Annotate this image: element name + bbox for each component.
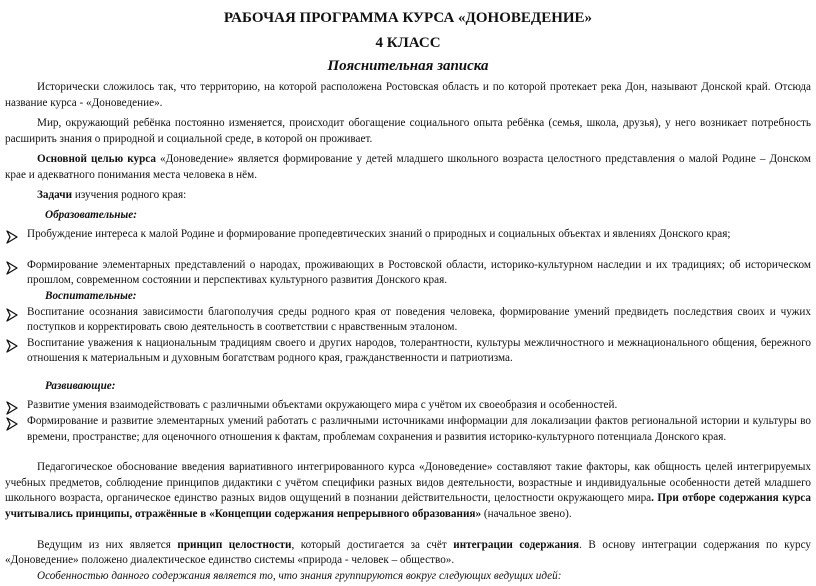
goal-lead: Основной целью курса bbox=[37, 153, 156, 165]
arrowhead-bullet-icon bbox=[5, 339, 19, 353]
list-item bbox=[5, 227, 811, 243]
leading-principle-paragraph bbox=[5, 538, 811, 569]
list-item bbox=[5, 336, 811, 367]
grade-heading: 4 КЛАСС bbox=[375, 35, 441, 51]
section-heading-developmental: Развивающие: bbox=[45, 380, 116, 393]
rationale-text-2: При отборе содержания курса учитывались принципы, отражённые в «Концепции содержания непрерывного образования» bbox=[5, 492, 811, 520]
section-heading-upbringing: Воспитательные: bbox=[45, 289, 137, 302]
list-item-text: Формирование и развитие элементарных умений работать с различными источниками информации для локализации фактов региональной истории и культуры во времени, пространстве; для оценочного отношения к фактам, проблемам сохранения и развития историко-культурного потенциала Донского края. bbox=[27, 415, 811, 443]
rationale-period: . bbox=[651, 492, 654, 505]
arrowhead-bullet-icon bbox=[5, 308, 19, 322]
arrowhead-bullet-icon bbox=[5, 401, 19, 415]
intro-paragraph-1: Исторически сложилось так, что территорию, на которой расположена Ростовская область и по которой протекает река Дон, называют Донской край. Отсюда название курса - «Доноведение». bbox=[5, 81, 811, 109]
list-item-text: Воспитание осознания зависимости благополучия среды родного края от поведения человека, формирование умений предвидеть последствия своих и чужих поступков и корректировать свою деятельность в соответствии с нравственным эталоном. bbox=[27, 305, 811, 334]
closing-line: Особенностью данного содержания является то, что знания группируются вокруг следующих ведущих идей: bbox=[37, 569, 562, 582]
intro-paragraph-2: Мир, окружающий ребёнка постоянно изменяется, происходит обогащение социального опыта ребёнка (семья, школа, друзья), у него возникает потребность расширить знания о природной и социальной среде, в которой он проживает. bbox=[5, 117, 811, 145]
rationale-text-3: (начальное звено). bbox=[481, 507, 572, 520]
section-heading-educational: Образовательные: bbox=[45, 208, 137, 221]
list-item bbox=[5, 258, 811, 289]
list-item-text: Пробуждение интереса к малой Родине и формирование пропедевтических знаний о природных и социальных объектах и явлениях Донского края; bbox=[27, 227, 731, 240]
tasks-line bbox=[5, 188, 811, 204]
leading-text-d: интеграции содержания bbox=[453, 538, 580, 551]
list-item-text: Развитие умения взаимодействовать с различными объектами окружающего мира с учётом их своеобразия и особенностей. bbox=[27, 399, 618, 412]
list-item-text: Воспитание уважения к национальным традициям своего и других народов, толерантности, культуры межличностного и межнационального общения, бережного отношения к материальным и духовным богатствам родного края, гражданственности и патриотизма. bbox=[27, 336, 811, 365]
arrowhead-bullet-icon bbox=[5, 261, 19, 275]
list-item bbox=[5, 414, 811, 445]
document-title: РАБОЧАЯ ПРОГРАММА КУРСА «ДОНОВЕДЕНИЕ» bbox=[223, 10, 593, 26]
list-item bbox=[5, 305, 811, 336]
leading-text-b: принцип целостности bbox=[177, 538, 292, 551]
list-item-text: Формирование элементарных представлений о народах, проживающих в Ростовской области, историко-культурном наследии и их традициях; об историческом прошлом, современном состоянии и перспективах культурного развития Донского края. bbox=[27, 258, 811, 287]
arrowhead-bullet-icon bbox=[5, 230, 19, 244]
goal-paragraph bbox=[5, 152, 811, 183]
leading-text-c: , который достигается за счёт bbox=[291, 538, 454, 551]
leading-text-e: . В основу интеграции содержания по курсу «Доноведение» положено диалектическое единство системы «природа - человек – общество». bbox=[5, 538, 812, 566]
subtitle-heading: Пояснительная записка bbox=[327, 58, 489, 74]
tasks-text: изучения родного края: bbox=[72, 189, 187, 201]
tasks-lead: Задачи bbox=[37, 189, 73, 201]
rationale-text-1: Педагогическое обоснование введения вариативного интегрированного курса «Доноведение» составляют такие факторы, как общность целей интегрируемых учебных предметов, соблюдение принципов дидактики с учётом специфики разных видов деятельности, возрастные и индивидуальные особенности детей младшего школьного возраста, органическое единство разных видов ощущений в познании действительности, целостности окружающего мира bbox=[5, 461, 811, 505]
rationale-paragraph bbox=[5, 460, 811, 522]
leading-text-a: Ведущим из них является bbox=[37, 538, 178, 551]
list-item bbox=[5, 398, 811, 414]
goal-text: «Доноведение» является формирование у детей младшего школьного возраста целостного представления о малой Родине – Донском крае и адекватного понимания места человека в нём. bbox=[5, 153, 811, 181]
arrowhead-bullet-icon bbox=[5, 417, 19, 431]
